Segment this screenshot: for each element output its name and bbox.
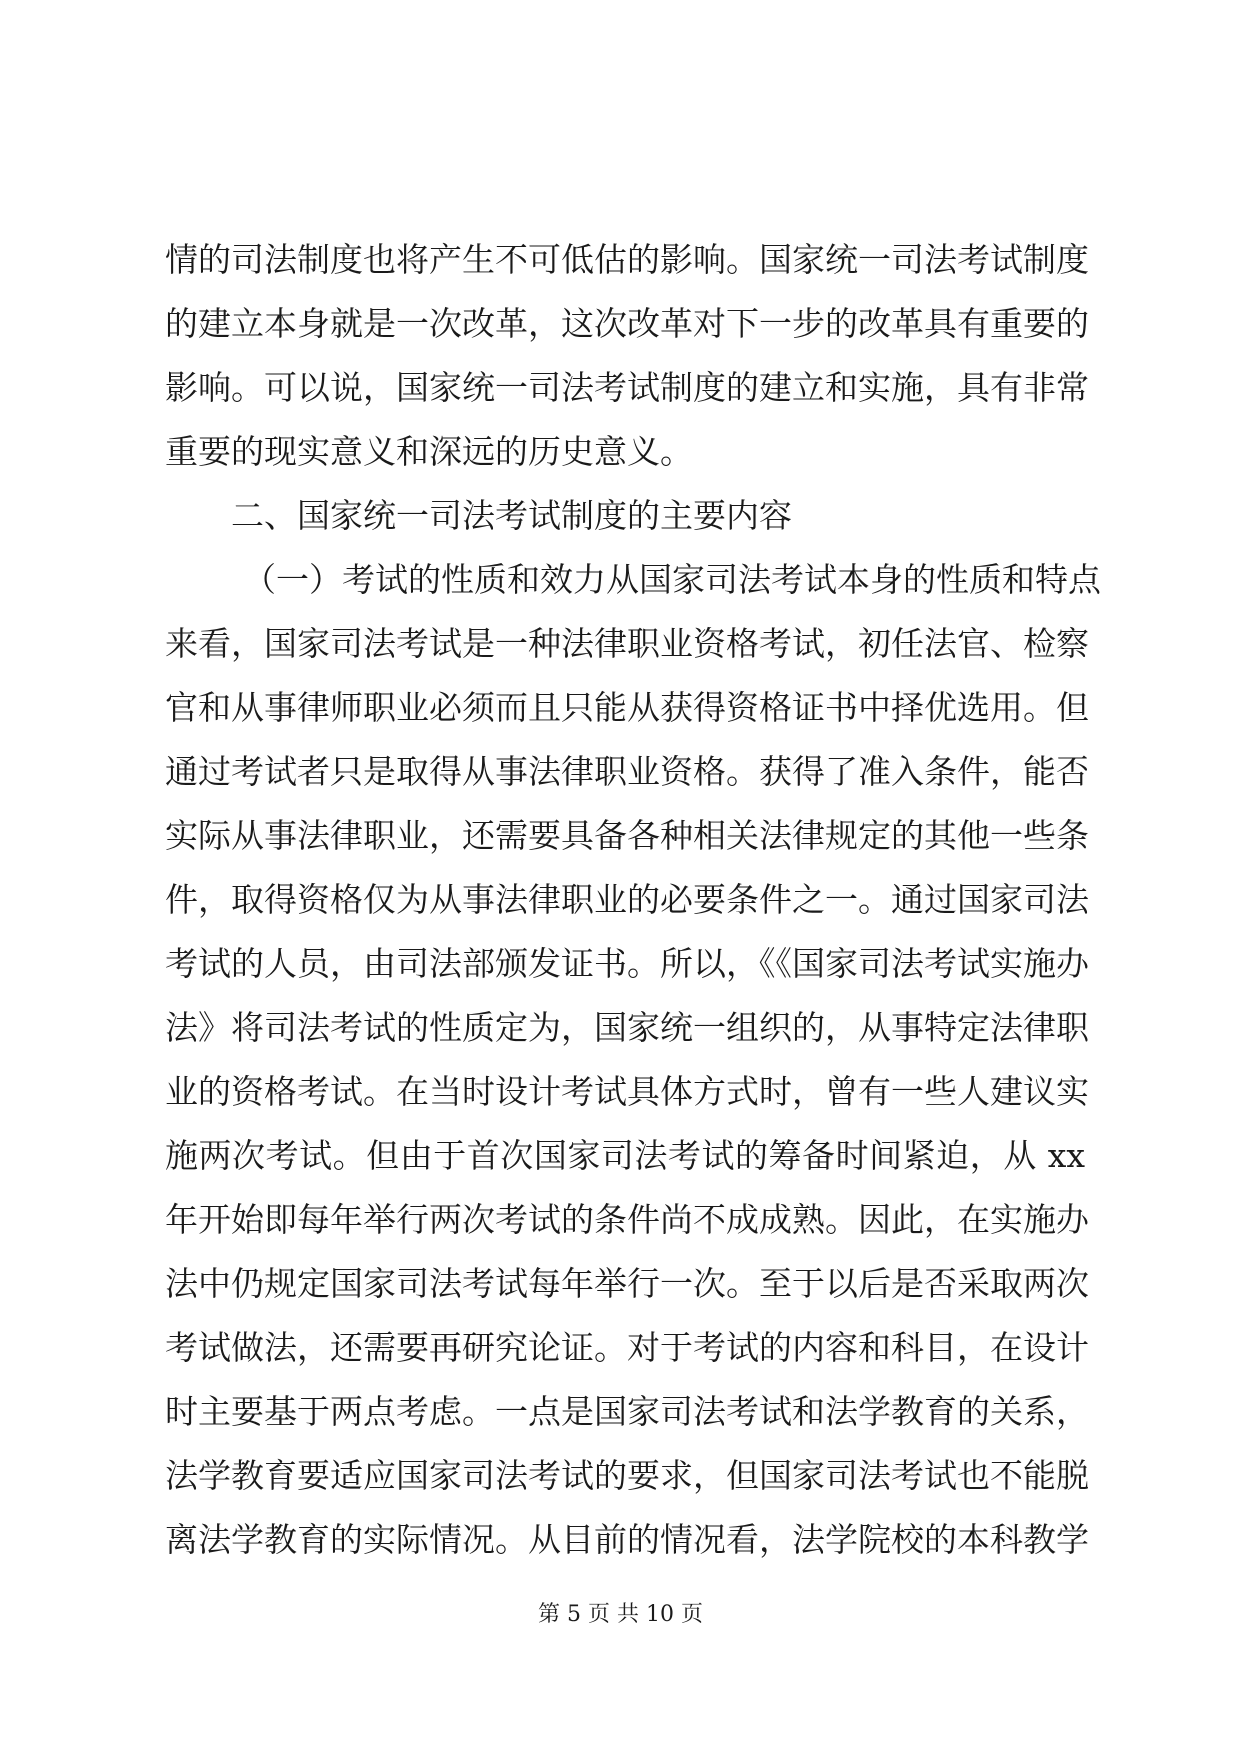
text-line: 法中仍规定国家司法考试每年举行一次。至于以后是否采取两次 (165, 1264, 1089, 1303)
text-line: 考试的人员，由司法部颁发证书。所以，《《国家司法考试实施办 (165, 944, 1089, 983)
text-line: 考试做法，还需要再研究论证。对于考试的内容和科目，在设计 (165, 1328, 1089, 1367)
text-line: 通过考试者只是取得从事法律职业资格。获得了准入条件，能否 (165, 752, 1089, 791)
text-line: 官和从事律师职业必须而且只能从获得资格证书中择优选用。但 (165, 688, 1089, 727)
text-line: 业的资格考试。在当时设计考试具体方式时，曾有一些人建议实 (165, 1072, 1089, 1111)
text-line: 法》将司法考试的性质定为，国家统一组织的，从事特定法律职 (165, 1008, 1089, 1047)
body-text (165, 228, 1101, 1572)
text-line: 来看，国家司法考试是一种法律职业资格考试，初任法官、检察 (165, 624, 1089, 663)
text-line: 离法学教育的实际情况。从目前的情况看，法学院校的本科教学 (165, 1520, 1089, 1559)
text-line: 法学教育要适应国家司法考试的要求，但国家司法考试也不能脱 (165, 1456, 1089, 1495)
text-line: 件，取得资格仅为从事法律职业的必要条件之一。通过国家司法 (165, 880, 1089, 919)
text-line: 影响。可以说，国家统一司法考试制度的建立和实施，具有非常 (165, 368, 1089, 407)
text-line: 时主要基于两点考虑。一点是国家司法考试和法学教育的关系， (165, 1392, 1089, 1431)
subsection-line: （一）考试的性质和效力从国家司法考试本身的性质和特点 (243, 560, 1101, 599)
text-line: 情的司法制度也将产生不可低估的影响。国家统一司法考试制度 (165, 240, 1089, 279)
section-heading: 二、国家统一司法考试制度的主要内容 (231, 496, 792, 535)
text-line: 施两次考试。但由于首次国家司法考试的筹备时间紧迫，从 xx (165, 1136, 1085, 1175)
text-line: 重要的现实意义和深远的历史意义。 (165, 432, 693, 471)
text-line: 的建立本身就是一次改革，这次改革对下一步的改革具有重要的 (165, 304, 1089, 343)
page-footer: 第 5 页 共 10 页 (538, 1602, 703, 1627)
text-line: 实际从事法律职业，还需要具备各种相关法律规定的其他一些条 (165, 816, 1089, 855)
text-line: 年开始即每年举行两次考试的条件尚不成成熟。因此，在实施办 (165, 1200, 1089, 1239)
